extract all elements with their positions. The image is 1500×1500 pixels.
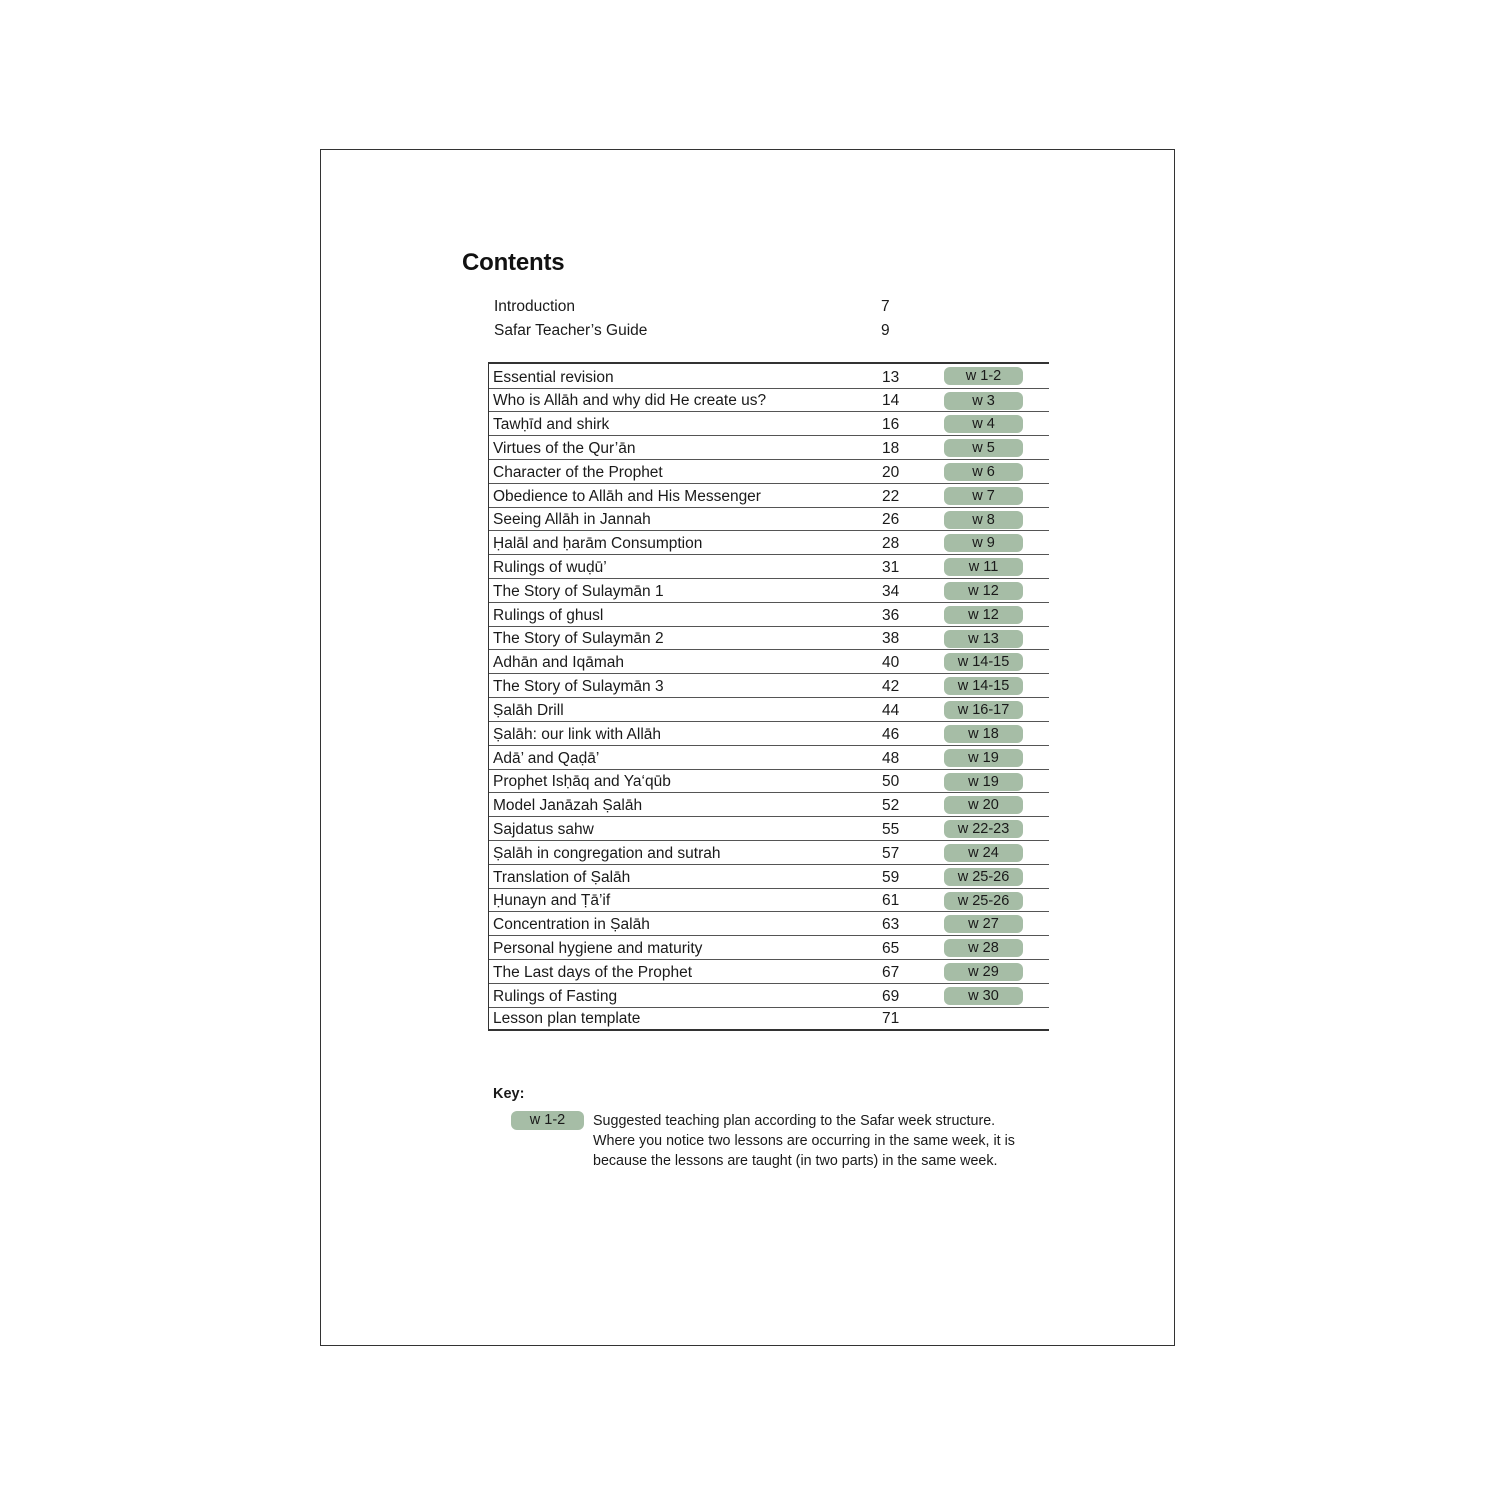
lesson-title: Adā’ and Qaḍā’ [493,749,600,767]
week-badge: w 3 [944,392,1023,410]
key-description-line: Where you notice two lessons are occurring in the same week, it is [593,1133,1015,1149]
week-badge: w 25-26 [944,892,1023,910]
week-badge: w 6 [944,463,1023,481]
lesson-title: Virtues of the Qur’ān [493,439,636,457]
lesson-page-number: 63 [882,916,900,934]
lesson-page-number: 13 [882,368,900,386]
lesson-page-number: 31 [882,559,900,576]
week-badge: w 11 [944,558,1023,576]
lesson-page-number: 38 [882,630,900,648]
lesson-page-number: 26 [882,511,900,529]
lesson-title: Model Janāzah Ṣalāh [493,797,643,815]
lesson-page-number: 14 [882,392,900,410]
lesson-page-number: 36 [882,606,900,624]
week-badge: w 25-26 [944,868,1023,886]
lesson-title: Seeing Allāh in Jannah [493,511,651,529]
table-row [489,936,1049,960]
table-row [489,484,1049,508]
lesson-page-number: 61 [882,892,900,910]
week-badge: w 5 [944,439,1023,457]
table-row [489,889,1049,913]
lesson-title: Concentration in Ṣalāh [493,916,650,934]
intro-item [494,322,894,346]
lesson-title: The Story of Sulaymān 3 [493,678,664,696]
lesson-title: Ḥunayn and Ṭā’if [493,892,611,910]
week-badge: w 14-15 [944,653,1023,671]
key-description-line: Suggested teaching plan according to the Safar week structure. [593,1113,996,1129]
week-badge: w 8 [944,511,1023,529]
intro-item-page: 7 [881,298,890,315]
week-badge: w 19 [944,773,1023,791]
table-row [489,698,1049,722]
key-description [593,1111,1033,1171]
lesson-page-number: 42 [882,678,900,696]
table-row [489,793,1049,817]
lesson-title: Ṣalāh in congregation and sutrah [493,844,721,862]
week-badge: w 1-2 [944,367,1023,385]
table-row [489,650,1049,674]
table-row [489,912,1049,936]
lesson-page-number: 71 [882,1010,900,1028]
lesson-title: Adhān and Iqāmah [493,654,624,672]
lesson-title: Personal hygiene and maturity [493,940,703,957]
lesson-title: Sajdatus sahw [493,820,594,838]
table-row [489,531,1049,555]
key-week-badge: w 1-2 [511,1111,584,1130]
lesson-title: Prophet Isḥāq and Ya‘qūb [493,773,671,791]
page-title: Contents [462,249,565,276]
intro-item [494,298,894,322]
intro-item-label: Safar Teacher’s Guide [494,322,648,339]
lesson-title: Rulings of ghusl [493,606,604,624]
lesson-title: Ṣalāh: our link with Allāh [493,725,662,743]
lesson-page-number: 52 [882,797,900,815]
week-badge: w 24 [944,844,1023,862]
key-title: Key: [493,1086,525,1102]
lesson-title: Ṣalāh Drill [493,701,564,719]
table-row [489,674,1049,698]
table-row [489,364,1049,389]
lesson-page-number: 55 [882,820,900,838]
lesson-page-number: 48 [882,749,900,767]
table-row [489,555,1049,579]
week-badge: w 14-15 [944,677,1023,695]
lesson-page-number: 46 [882,725,900,743]
week-badge: w 22-23 [944,820,1023,838]
table-row [489,412,1049,436]
week-badge: w 13 [944,630,1023,648]
week-badge: w 9 [944,534,1023,552]
table-row [489,603,1049,627]
week-badge: w 12 [944,582,1023,600]
week-badge: w 30 [944,987,1023,1005]
table-row [489,817,1049,841]
lesson-page-number: 59 [882,868,900,886]
lesson-page-number: 67 [882,963,900,981]
lesson-title: The Story of Sulaymān 2 [493,630,664,648]
week-badge: w 27 [944,915,1023,933]
intro-item-page: 9 [881,322,890,339]
table-row [489,770,1049,794]
table-row [489,865,1049,889]
table-row [489,508,1049,532]
week-badge: w 18 [944,725,1023,743]
lesson-title: The Story of Sulaymān 1 [493,582,664,600]
lesson-title: Lesson plan template [493,1010,641,1028]
lesson-page-number: 16 [882,416,900,434]
lesson-page-number: 40 [882,654,900,672]
lesson-title: Translation of Ṣalāh [493,868,631,886]
week-badge: w 28 [944,939,1023,957]
week-badge: w 12 [944,606,1023,624]
week-badge: w 19 [944,749,1023,767]
table-row [489,389,1049,413]
lesson-page-number: 65 [882,940,900,957]
contents-table [488,362,1049,1031]
lesson-page-number: 22 [882,487,900,505]
week-badge: w 20 [944,796,1023,814]
lesson-page-number: 34 [882,582,900,600]
week-badge: w 16-17 [944,701,1023,719]
table-row [489,460,1049,484]
table-row [489,722,1049,746]
table-row [489,746,1049,770]
lesson-title: The Last days of the Prophet [493,963,693,981]
week-badge: w 29 [944,963,1023,981]
lesson-page-number: 20 [882,463,900,481]
table-row [489,436,1049,460]
lesson-title: Rulings of Fasting [493,987,618,1005]
lesson-page-number: 50 [882,773,900,791]
week-badge: w 4 [944,415,1023,433]
lesson-page-number: 57 [882,844,900,862]
table-row [489,579,1049,603]
week-badge: w 7 [944,487,1023,505]
intro-item-label: Introduction [494,298,575,315]
table-row [489,841,1049,865]
key-description-line: because the lessons are taught (in two parts) in the same week. [593,1153,998,1169]
lesson-page-number: 18 [882,439,900,457]
table-row [489,984,1049,1008]
lesson-title: Rulings of wuḍū’ [493,559,607,576]
lesson-title: Who is Allāh and why did He create us? [493,392,767,410]
table-row [489,960,1049,984]
lesson-title: Ḥalāl and ḥarām Consumption [493,535,703,553]
lesson-title: Obedience to Allāh and His Messenger [493,487,761,505]
table-row [489,1008,1049,1032]
lesson-page-number: 69 [882,987,900,1005]
lesson-title: Character of the Prophet [493,463,663,481]
lesson-page-number: 44 [882,701,900,719]
lesson-page-number: 28 [882,535,900,553]
lesson-title: Essential revision [493,368,614,386]
table-row [489,627,1049,651]
lesson-title: Tawḥīd and shirk [493,416,610,434]
